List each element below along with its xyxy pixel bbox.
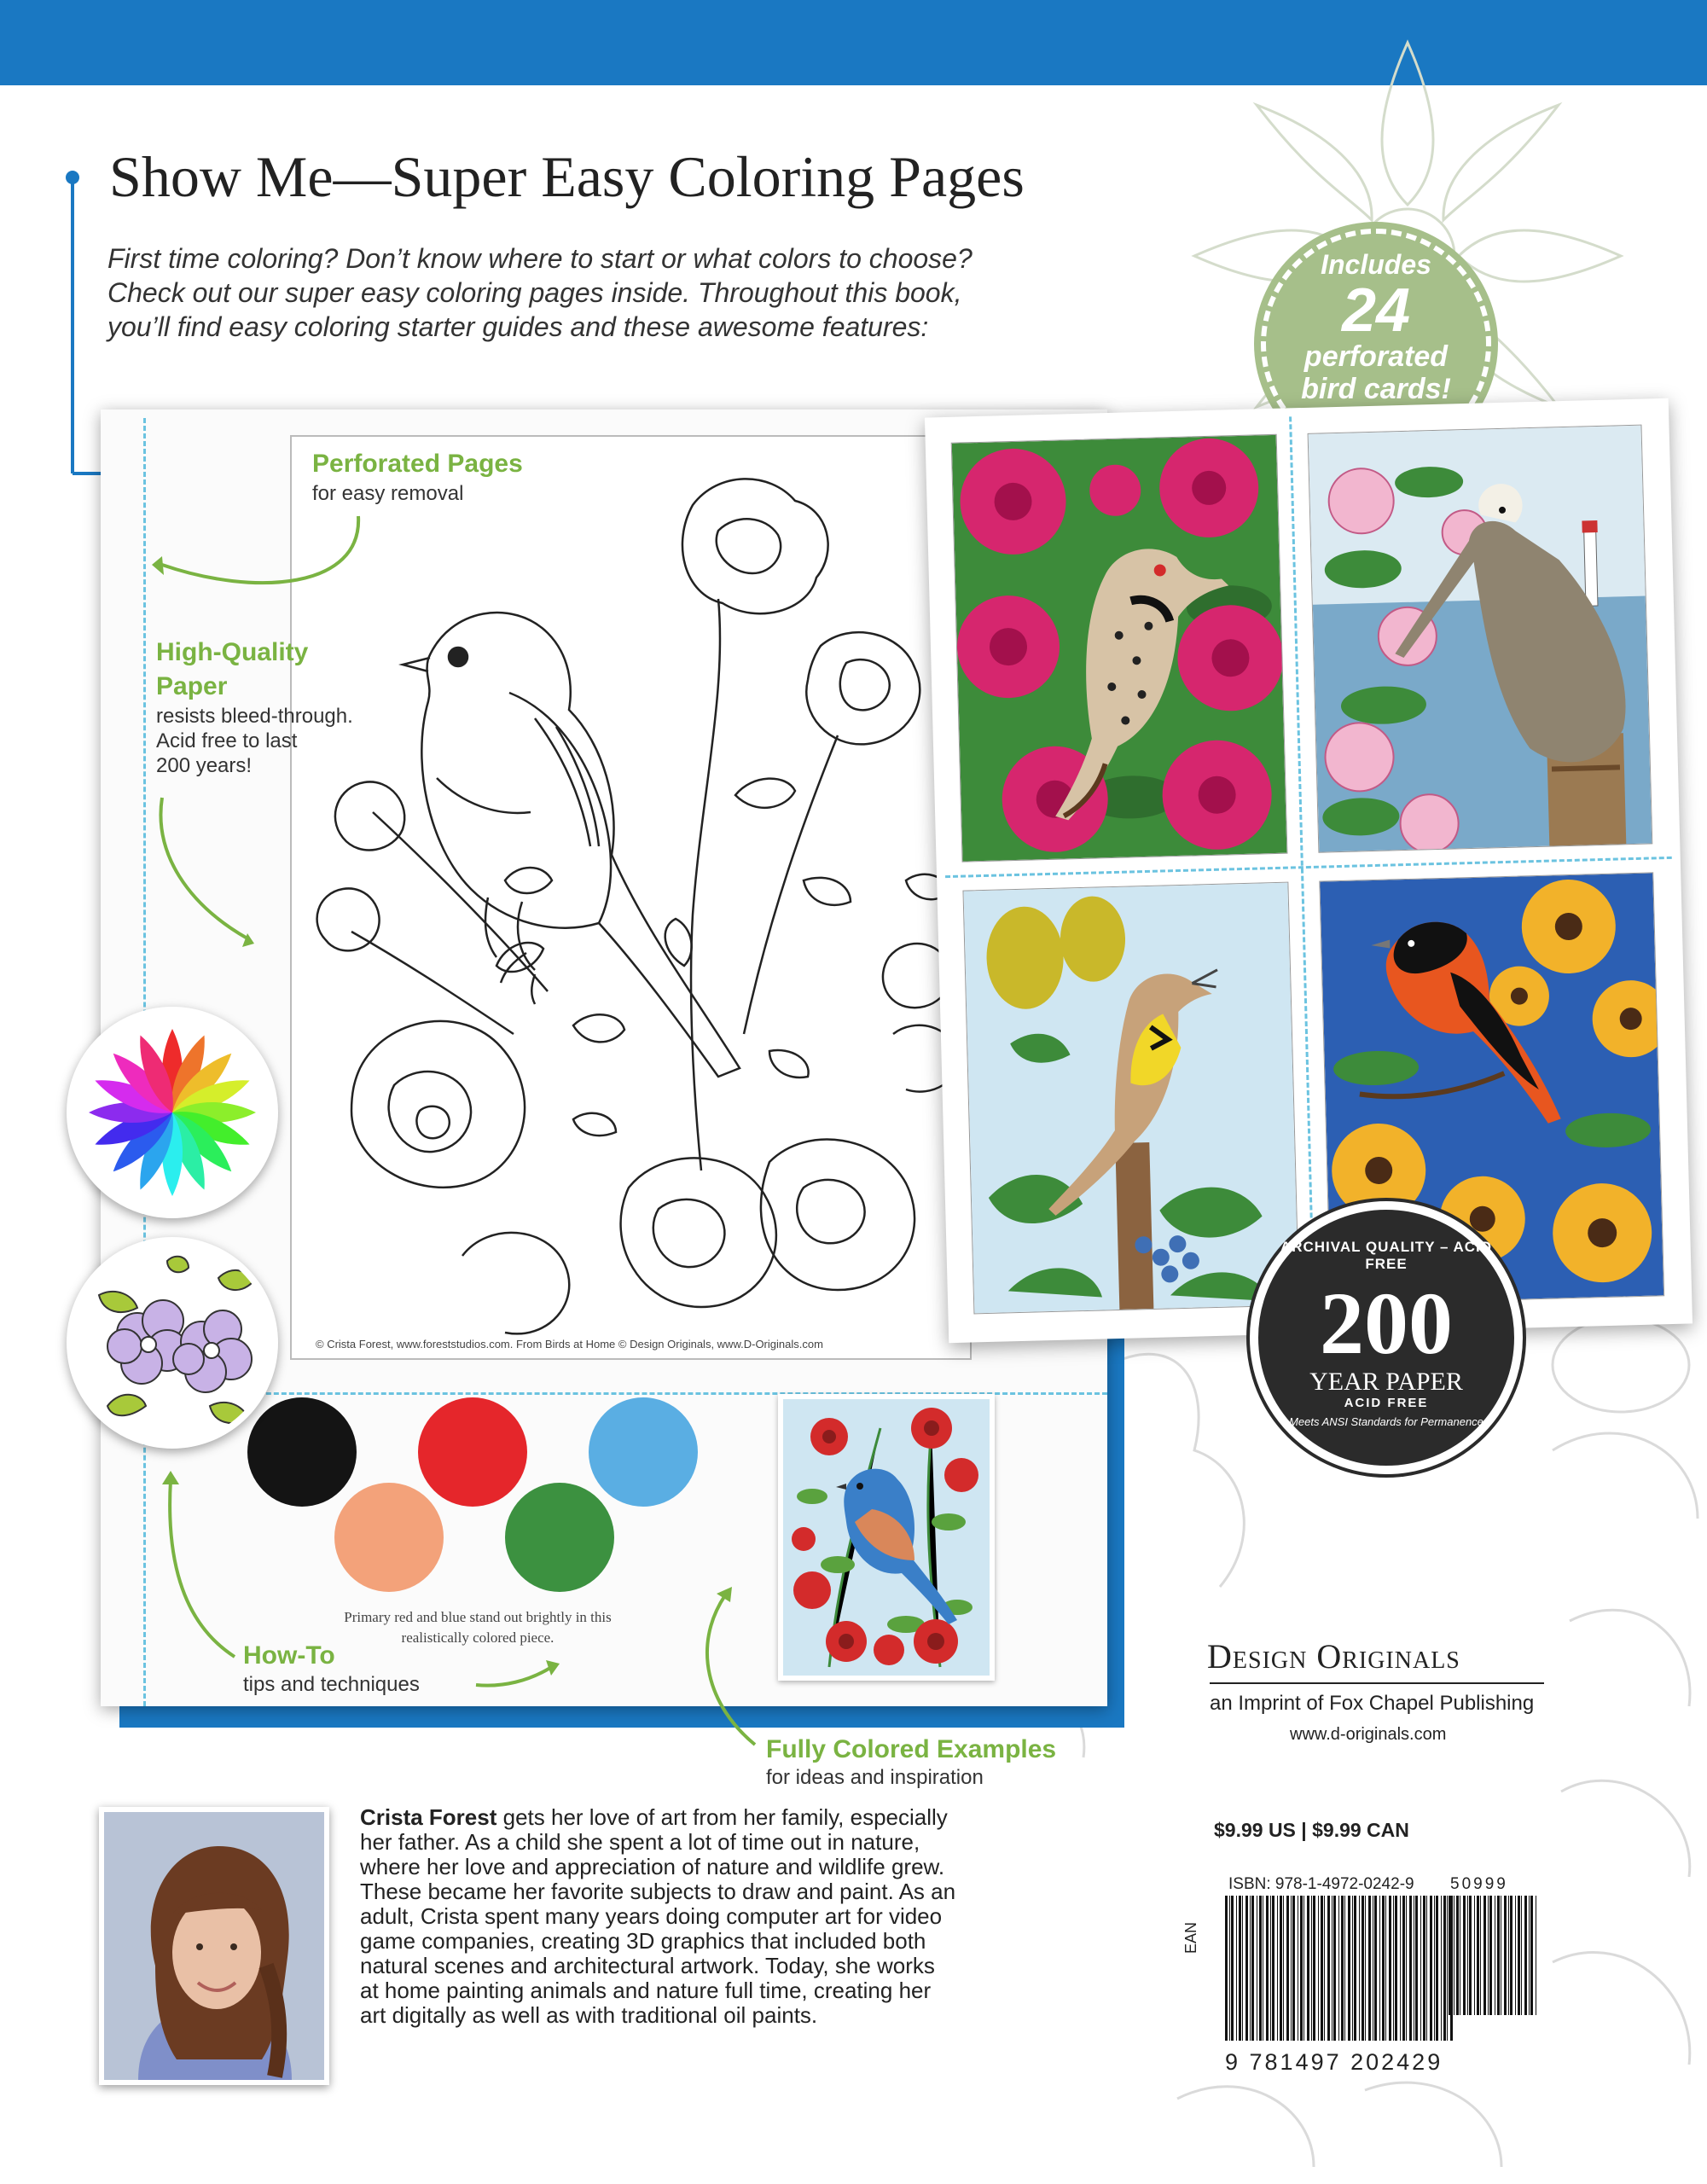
seal-line: ACID FREE bbox=[1344, 1396, 1429, 1410]
barcode-bar bbox=[1467, 1896, 1468, 2015]
swatch-black bbox=[247, 1397, 357, 1507]
barcode-bar bbox=[1374, 1896, 1377, 2041]
barcode-bar bbox=[1463, 1896, 1466, 2015]
caption-line: realistically colored piece. bbox=[401, 1629, 554, 1646]
barcode-bar bbox=[1225, 1896, 1228, 2041]
barcode-bar bbox=[1447, 1896, 1448, 2015]
barcode-bar bbox=[1352, 1896, 1353, 2041]
barcode-bar bbox=[1515, 1896, 1516, 2015]
barcode-bar bbox=[1400, 1896, 1401, 2041]
price: $9.99 US | $9.99 CAN bbox=[1214, 1819, 1409, 1841]
barcode-bar bbox=[1518, 1896, 1520, 2015]
barcode-bar bbox=[1291, 1896, 1292, 2041]
barcode-bar bbox=[1430, 1896, 1432, 2041]
barcode-bars bbox=[1225, 1896, 1455, 2049]
barcode-bar bbox=[1406, 1896, 1407, 2041]
bluebird-colored-image bbox=[778, 1394, 995, 1681]
barcode-bar bbox=[1250, 1896, 1251, 2041]
badge-number: 24 bbox=[1341, 276, 1411, 345]
arrow-icon bbox=[162, 516, 358, 583]
barcode-bar bbox=[1389, 1896, 1391, 2041]
barcode-bar bbox=[1324, 1896, 1325, 2041]
arrow-icon bbox=[717, 1587, 732, 1602]
artwork-credit: © Crista Forest, www.foreststudios.com. From Birds at Home © Design Originals, www.D-Originals.com bbox=[316, 1338, 823, 1350]
flicker-camellia-image bbox=[952, 435, 1287, 862]
barcode-bar bbox=[1483, 1896, 1486, 2015]
colored-example-thumbnail bbox=[778, 1394, 995, 1681]
arrow-icon bbox=[170, 1480, 235, 1657]
barcode-bar bbox=[1229, 1896, 1230, 2041]
barcode-bar bbox=[1456, 1896, 1459, 2015]
publisher-website: www.d-originals.com bbox=[1290, 1725, 1447, 1744]
badge-line: bird cards! bbox=[1301, 373, 1451, 405]
barcode-bar bbox=[1393, 1896, 1394, 2041]
arrow-icon bbox=[152, 556, 164, 575]
meadowlark-image bbox=[963, 883, 1298, 1314]
barcode-bar bbox=[1321, 1896, 1323, 2041]
barcode-bar bbox=[1420, 1896, 1421, 2041]
feature-desc-paper: 200 years! bbox=[156, 754, 253, 777]
arrow-icon bbox=[476, 1668, 550, 1686]
barcode-bar bbox=[1354, 1896, 1356, 2041]
author-photo bbox=[99, 1807, 329, 2085]
barcode-bar bbox=[1530, 1896, 1533, 2015]
card-flicker bbox=[951, 434, 1288, 863]
card-meadowlark bbox=[962, 882, 1299, 1315]
barcode-bar bbox=[1270, 1896, 1271, 2041]
color-wheel-circle bbox=[67, 1007, 278, 1218]
publisher-divider bbox=[1210, 1682, 1544, 1684]
feature-desc-paper: resists bleed-through. bbox=[156, 705, 353, 728]
swatch-blue bbox=[589, 1397, 698, 1507]
arrow-icon bbox=[160, 798, 247, 938]
barcode-bar bbox=[1524, 1896, 1527, 2015]
barcode-bar bbox=[1259, 1896, 1262, 2041]
publisher-imprint: an Imprint of Fox Chapel Publishing bbox=[1210, 1692, 1535, 1715]
barcode-bar bbox=[1242, 1896, 1243, 2041]
bio-line: art digitally as well as with traditional oil paints. bbox=[360, 2002, 818, 2028]
bio-text: gets her love of art from her family, especially bbox=[496, 1804, 948, 1830]
barcode-bar bbox=[1311, 1896, 1312, 2041]
barcode-bar bbox=[1245, 1896, 1248, 2041]
barcode-bar bbox=[1283, 1896, 1284, 2041]
barcode-bar bbox=[1497, 1896, 1500, 2015]
barcode-bar bbox=[1239, 1896, 1241, 2041]
barcode-bar bbox=[1474, 1896, 1475, 2015]
page-title: Show Me—Super Easy Coloring Pages bbox=[109, 144, 1025, 209]
barcode-bar bbox=[1508, 1896, 1509, 2015]
barcode-bar bbox=[1488, 1896, 1489, 2015]
barcode-bar bbox=[1362, 1896, 1364, 2041]
barcode-bar bbox=[1332, 1896, 1333, 2041]
pelican-magnolia-image bbox=[1309, 426, 1652, 852]
bio-line bbox=[360, 1805, 1128, 1830]
barcode-bar bbox=[1231, 1896, 1234, 2041]
barcode-bar bbox=[1303, 1896, 1304, 2041]
barcode-bar bbox=[1443, 1896, 1446, 2041]
publisher-name: Design Originals bbox=[1207, 1637, 1460, 1676]
barcode-bar bbox=[1251, 1896, 1254, 2041]
bio-line: at home painting animals and nature full time, creating her bbox=[360, 1978, 932, 2003]
caption-line: Primary red and blue stand out brightly in this bbox=[344, 1609, 612, 1625]
purple-flower-icon bbox=[73, 1244, 271, 1442]
ean-label: EAN bbox=[1182, 1921, 1199, 1954]
barcode-bar bbox=[1423, 1896, 1425, 2041]
bird-cards-sheet bbox=[925, 398, 1692, 1343]
feature-title-perforated: Perforated Pages bbox=[312, 450, 523, 478]
intro-line: Check out our super easy coloring pages inside. Throughout this book, bbox=[107, 277, 962, 308]
seal-number: 200 bbox=[1320, 1275, 1453, 1373]
feature-title-paper: Paper bbox=[156, 672, 228, 700]
feature-desc-howto: tips and techniques bbox=[243, 1673, 420, 1696]
barcode-bar bbox=[1313, 1896, 1315, 2041]
barcode-bar bbox=[1292, 1896, 1295, 2041]
barcode-bar bbox=[1277, 1896, 1278, 2041]
barcode-bar bbox=[1266, 1896, 1269, 2041]
barcode-bar bbox=[1521, 1896, 1522, 2015]
bio-line: natural scenes and architectural artwork. Today, she works bbox=[360, 1953, 935, 1978]
author-name: Crista Forest bbox=[360, 1804, 497, 1830]
barcode-bar bbox=[1489, 1896, 1492, 2015]
seal-top-text: ARCHIVAL QUALITY – ACID FREE bbox=[1280, 1239, 1493, 1272]
barcode-bar bbox=[1365, 1896, 1366, 2041]
bio-line: where her love and appreciation of nature and wildlife grew. bbox=[360, 1854, 945, 1879]
barcode-bar bbox=[1272, 1896, 1274, 2041]
seal-bottom-text: Meets ANSI Standards for Permanence bbox=[1289, 1415, 1483, 1428]
barcode-bar bbox=[1480, 1896, 1481, 2015]
barcode-bar bbox=[1307, 1896, 1309, 2041]
feature-desc-paper: Acid free to last bbox=[156, 729, 298, 752]
barcode-bar bbox=[1318, 1896, 1319, 2041]
barcode-number: 9 781497 202429 bbox=[1225, 2049, 1443, 2075]
badge-line: perforated bbox=[1303, 340, 1449, 373]
swatch-peach bbox=[334, 1483, 444, 1592]
barcode-bar bbox=[1382, 1896, 1385, 2041]
archival-quality-seal bbox=[1250, 1201, 1523, 1474]
barcode-bar bbox=[1469, 1896, 1472, 2015]
barcode-bar bbox=[1477, 1896, 1479, 2015]
barcode-addon-bars bbox=[1447, 1896, 1541, 2015]
bio-line: her father. As a child she spent a lot of time out in nature, bbox=[360, 1829, 920, 1855]
seal-line: YEAR PAPER bbox=[1309, 1368, 1463, 1396]
swatch-caption bbox=[328, 1607, 627, 1648]
barcode-bar bbox=[1385, 1896, 1386, 2041]
flower-sample-circle bbox=[67, 1237, 278, 1449]
barcode-bar bbox=[1504, 1896, 1507, 2015]
barcode-bar bbox=[1344, 1896, 1345, 2041]
feature-title-paper: High-Quality bbox=[156, 638, 309, 666]
barcode-bar bbox=[1333, 1896, 1336, 2041]
barcode-bar bbox=[1338, 1896, 1339, 2041]
barcode-bar bbox=[1395, 1896, 1397, 2041]
barcode-bar bbox=[1327, 1896, 1330, 2041]
barcode-bar bbox=[1236, 1896, 1237, 2041]
bio-line: adult, Crista spent many years doing computer art for video bbox=[360, 1903, 943, 1929]
barcode-addon-number: 50999 bbox=[1450, 1875, 1508, 1893]
color-wheel-icon bbox=[73, 1014, 271, 1211]
isbn: ISBN: 978-1-4972-0242-9 bbox=[1228, 1875, 1414, 1893]
bio-line: These became her favorite subjects to draw and paint. As an bbox=[360, 1879, 956, 1904]
feature-desc-perforated: for easy removal bbox=[312, 482, 464, 505]
barcode-bar bbox=[1402, 1896, 1405, 2041]
barcode-bar bbox=[1280, 1896, 1282, 2041]
barcode-bar bbox=[1368, 1896, 1371, 2041]
author-bio bbox=[360, 1805, 1128, 2028]
barcode-block bbox=[1176, 1873, 1546, 2075]
intro-line: you’ll find easy coloring starter guides and these awesome features: bbox=[107, 311, 929, 342]
swatch-red bbox=[418, 1397, 527, 1507]
barcode-bar bbox=[1426, 1896, 1427, 2041]
barcode-bar bbox=[1449, 1896, 1451, 2015]
barcode-bar bbox=[1409, 1896, 1412, 2041]
author-portrait-image bbox=[104, 1812, 324, 2080]
barcode-bar bbox=[1436, 1896, 1438, 2041]
badge-line: Includes bbox=[1321, 249, 1431, 280]
barcode-bar bbox=[1441, 1896, 1442, 2041]
barcode-bar bbox=[1379, 1896, 1380, 2041]
arrow-icon bbox=[162, 1471, 179, 1484]
feature-desc-examples: for ideas and inspiration bbox=[766, 1766, 984, 1789]
feature-title-examples: Fully Colored Examples bbox=[766, 1735, 1057, 1763]
barcode-bar bbox=[1434, 1896, 1435, 2041]
barcode-bar bbox=[1510, 1896, 1512, 2015]
intro-line: First time coloring? Don’t know where to start or what colors to choose? bbox=[107, 243, 973, 274]
barcode-bar bbox=[1359, 1896, 1360, 2041]
swatch-green bbox=[505, 1483, 614, 1592]
barcode-bar bbox=[1529, 1896, 1530, 2015]
feature-title-howto: How-To bbox=[243, 1641, 335, 1670]
arrow-icon bbox=[707, 1595, 755, 1745]
card-pelican bbox=[1308, 425, 1653, 853]
barcode-bar bbox=[1415, 1896, 1418, 2041]
bio-line: game companies, creating 3D graphics that included both bbox=[360, 1928, 926, 1954]
barcode-bar bbox=[1286, 1896, 1289, 2041]
barcode-bar bbox=[1348, 1896, 1350, 2041]
barcode-bar bbox=[1341, 1896, 1344, 2041]
barcode-bar bbox=[1300, 1896, 1303, 2041]
